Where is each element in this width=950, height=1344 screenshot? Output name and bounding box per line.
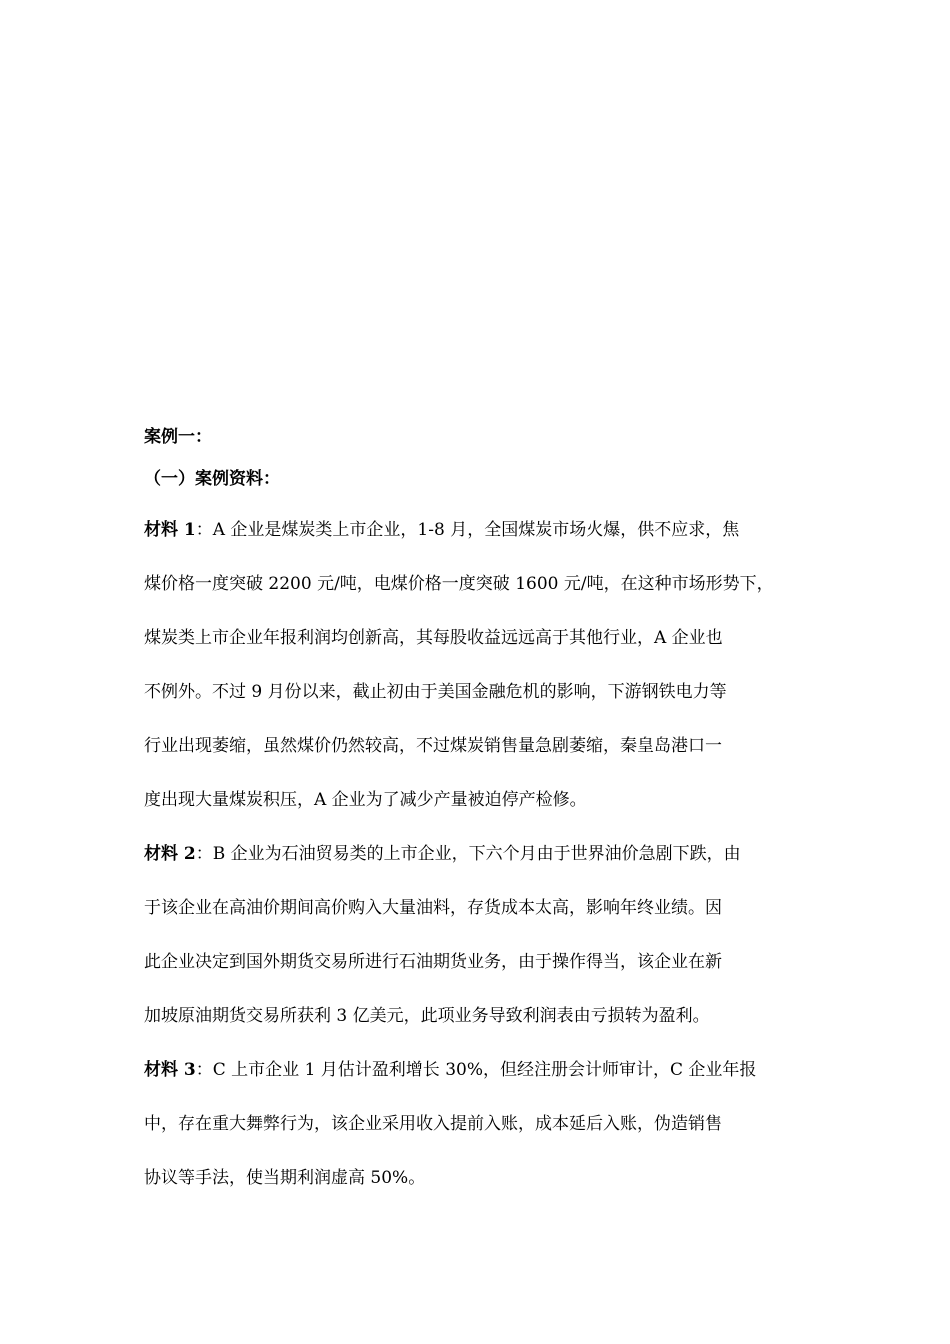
document-body <box>144 419 820 1205</box>
material-2-line-4: 加坡原油期货交易所获利 3 亿美元，此项业务导致利润表由亏损转为盈利。 <box>144 1006 710 1026</box>
material-3-line-1: 材料 3：C 上市企业 1 月估计盈利增长 30%，但经注册会计师审计，C 企业年报 <box>144 1060 757 1080</box>
material-2-line-3: 此企业决定到国外期货交易所进行石油期货业务，由于操作得当，该企业在新 <box>144 952 722 972</box>
material-1-line-2: 煤价格一度突破 2200 元/吨，电煤价格一度突破 1600 元/吨，在这种市场形势下， <box>144 574 774 594</box>
material-3-label: 材料 3 <box>144 1060 196 1080</box>
material-1-line-4: 不例外。不过 9 月份以来，截止初由于美国金融危机的影响，下游钢铁电力等 <box>144 682 727 702</box>
material-3 <box>144 1043 820 1205</box>
material-1-line-6: 度出现大量煤炭积压，A 企业为了减少产量被迫停产检修。 <box>144 790 587 810</box>
material-2 <box>144 827 820 1043</box>
material-1-line-5: 行业出现萎缩，虽然煤价仍然较高，不过煤炭销售量急剧萎缩，秦皇岛港口一 <box>144 736 722 756</box>
material-2-line-1: 材料 2：B 企业为石油贸易类的上市企业，下六个月由于世界油价急剧下跌，由 <box>144 844 741 864</box>
section-title: （一）案例资料： <box>144 469 280 489</box>
material-3-line-3: 协议等手法，使当期利润虚高 50%。 <box>144 1168 426 1188</box>
material-1-label: 材料 1 <box>144 520 196 540</box>
material-1-line-1: 材料 1：A 企业是煤炭类上市企业，1-8 月，全国煤炭市场火爆，供不应求，焦 <box>144 520 740 540</box>
material-2-line-2: 于该企业在高油价期间高价购入大量油料，存货成本太高，影响年终业绩。因 <box>144 898 722 918</box>
material-3-line-2: 中，存在重大舞弊行为，该企业采用收入提前入账，成本延后入账，伪造销售 <box>144 1114 722 1134</box>
material-2-label: 材料 2 <box>144 844 196 864</box>
material-1-line-3: 煤炭类上市企业年报利润均创新高，其每股收益远远高于其他行业，A 企业也 <box>144 628 723 648</box>
case-title: 案例一： <box>144 427 212 447</box>
material-1 <box>144 503 820 827</box>
